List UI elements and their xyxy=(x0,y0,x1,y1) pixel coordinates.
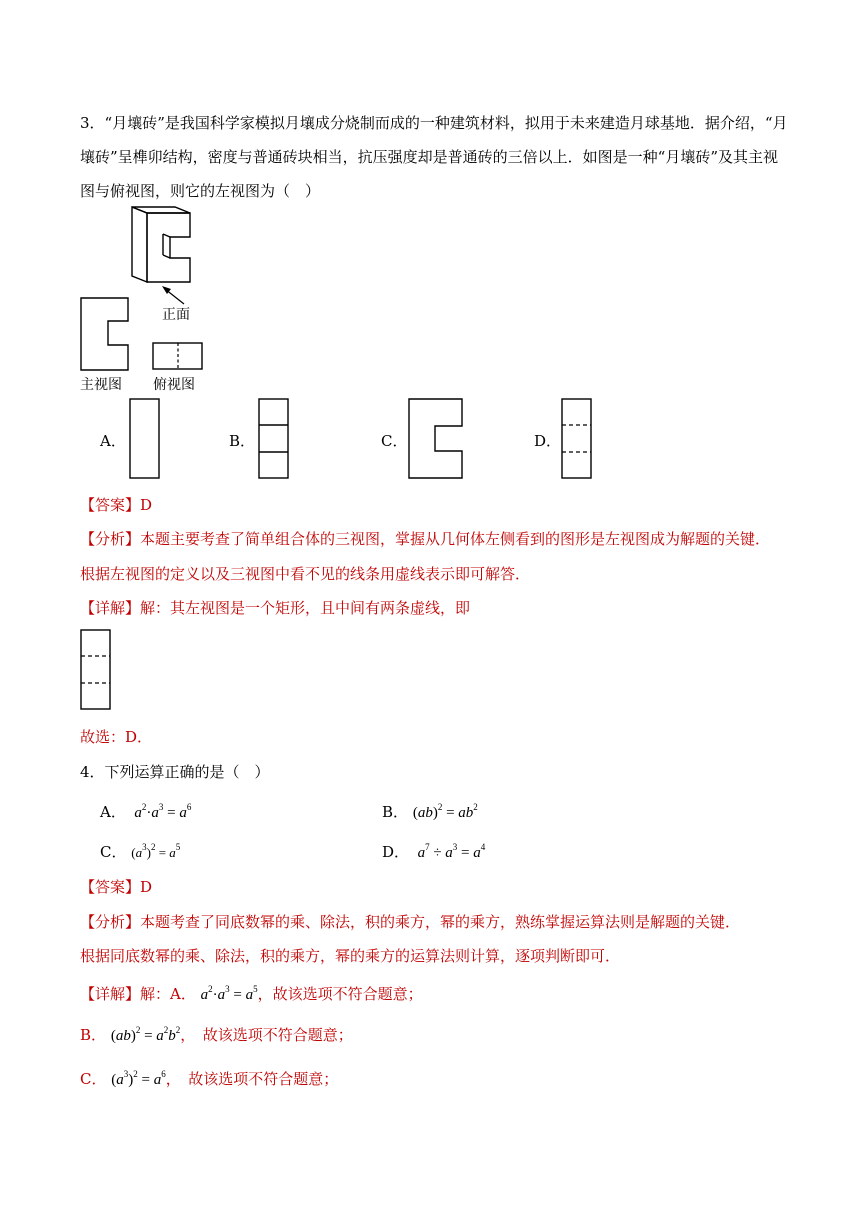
q3-analysis-line2: 根据左视图的定义以及三视图中看不见的线条用虚线表示即可解答． xyxy=(80,565,531,583)
q3-text-line1: 3．“月壤砖”是我国科学家模拟月壤成分烧制而成的一种建筑材料，拟用于未来建造月球基地．据介绍，“月 xyxy=(80,114,788,132)
q3-option-c-figure xyxy=(408,398,464,480)
q3-detail-figure xyxy=(80,629,112,711)
q4-analysis-line2: 根据同底数幂的乘、除法，积的乘方，幂的乘方的运算法则计算，逐项判断即可． xyxy=(80,947,621,965)
q4-option-c-expr: $(a^3)^2 = a^5$ xyxy=(131,842,181,860)
q3-option-d-label: D． xyxy=(534,432,562,450)
q4-option-b: B． $(ab)^2 = ab^2$ xyxy=(382,802,478,821)
q4-option-a-expr: $a^2\cdot a^3 = a^6$ xyxy=(130,802,192,821)
q3-option-a-label: A． xyxy=(100,432,126,450)
q4-question: 4．下列运算正确的是（ ） xyxy=(80,763,270,781)
front-label: 正面 xyxy=(162,307,190,323)
q4-detail-c-expr: $(a^3)^2 = a^6$ xyxy=(111,1069,166,1088)
q4-answer: 【答案】D xyxy=(80,878,153,896)
main-view-figure xyxy=(80,297,130,372)
q3-text-line3: 图与俯视图，则它的左视图为（ ） xyxy=(80,182,321,200)
q3-answer: 【答案】D xyxy=(80,496,153,514)
q4-detail-a: 【详解】解：A． $a^2\cdot a^3 = a^5$，故该选项不符合题意； xyxy=(80,984,423,1003)
q3-option-b-figure xyxy=(258,398,290,480)
q4-option-d: D． $a^7 \div a^3 = a^4$ xyxy=(382,842,486,861)
q3-text-line2: 壤砖”呈榫卯结构，密度与普通砖块相当，抗压强度却是普通砖的三倍以上．如图是一种“月壤砖”及其主视 xyxy=(80,148,779,166)
q3-analysis-line1: 【分析】本题主要考查了简单组合体的三视图，掌握从几何体左侧看到的图形是左视图成为解题的关键． xyxy=(80,530,771,548)
q3-option-c-label: C． xyxy=(381,432,408,450)
main-view-label: 主视图 xyxy=(80,377,122,393)
q4-option-a: A． $a^2\cdot a^3 = a^6$ xyxy=(100,802,192,821)
q4-detail-c: C． $(a^3)^2 = a^6$， 故该选项不符合题意； xyxy=(80,1069,339,1088)
q3-detail: 【详解】解：其左视图是一个矩形，且中间有两条虚线，即 xyxy=(80,599,471,617)
q3-conclusion: 故选：D． xyxy=(80,728,153,746)
q4-analysis-line1: 【分析】本题考查了同底数幂的乘、除法，积的乘方，幂的乘方，熟练掌握运算法则是解题的关键． xyxy=(80,913,741,931)
top-view-figure xyxy=(152,342,204,372)
top-view-label: 俯视图 xyxy=(153,377,195,393)
q3-option-a-figure xyxy=(129,398,161,480)
q4-option-c: C． $(a^3)^2 = a^5$ xyxy=(100,842,181,861)
q4-option-b-expr: $(ab)^2 = ab^2$ xyxy=(412,802,478,821)
q3-option-b-label: B． xyxy=(229,432,256,450)
q4-option-d-expr: $a^7 \div a^3 = a^4$ xyxy=(413,842,486,861)
q4-detail-b-expr: $(ab)^2 = a^2b^2$ xyxy=(110,1025,181,1044)
q4-detail-b: B． $(ab)^2 = a^2b^2$， 故该选项不符合题意； xyxy=(80,1025,353,1044)
q3-option-d-figure xyxy=(561,398,593,480)
moon-brick-3d-figure xyxy=(125,205,200,295)
q4-detail-a-expr: $a^2\cdot a^3 = a^5$ xyxy=(200,984,258,1003)
